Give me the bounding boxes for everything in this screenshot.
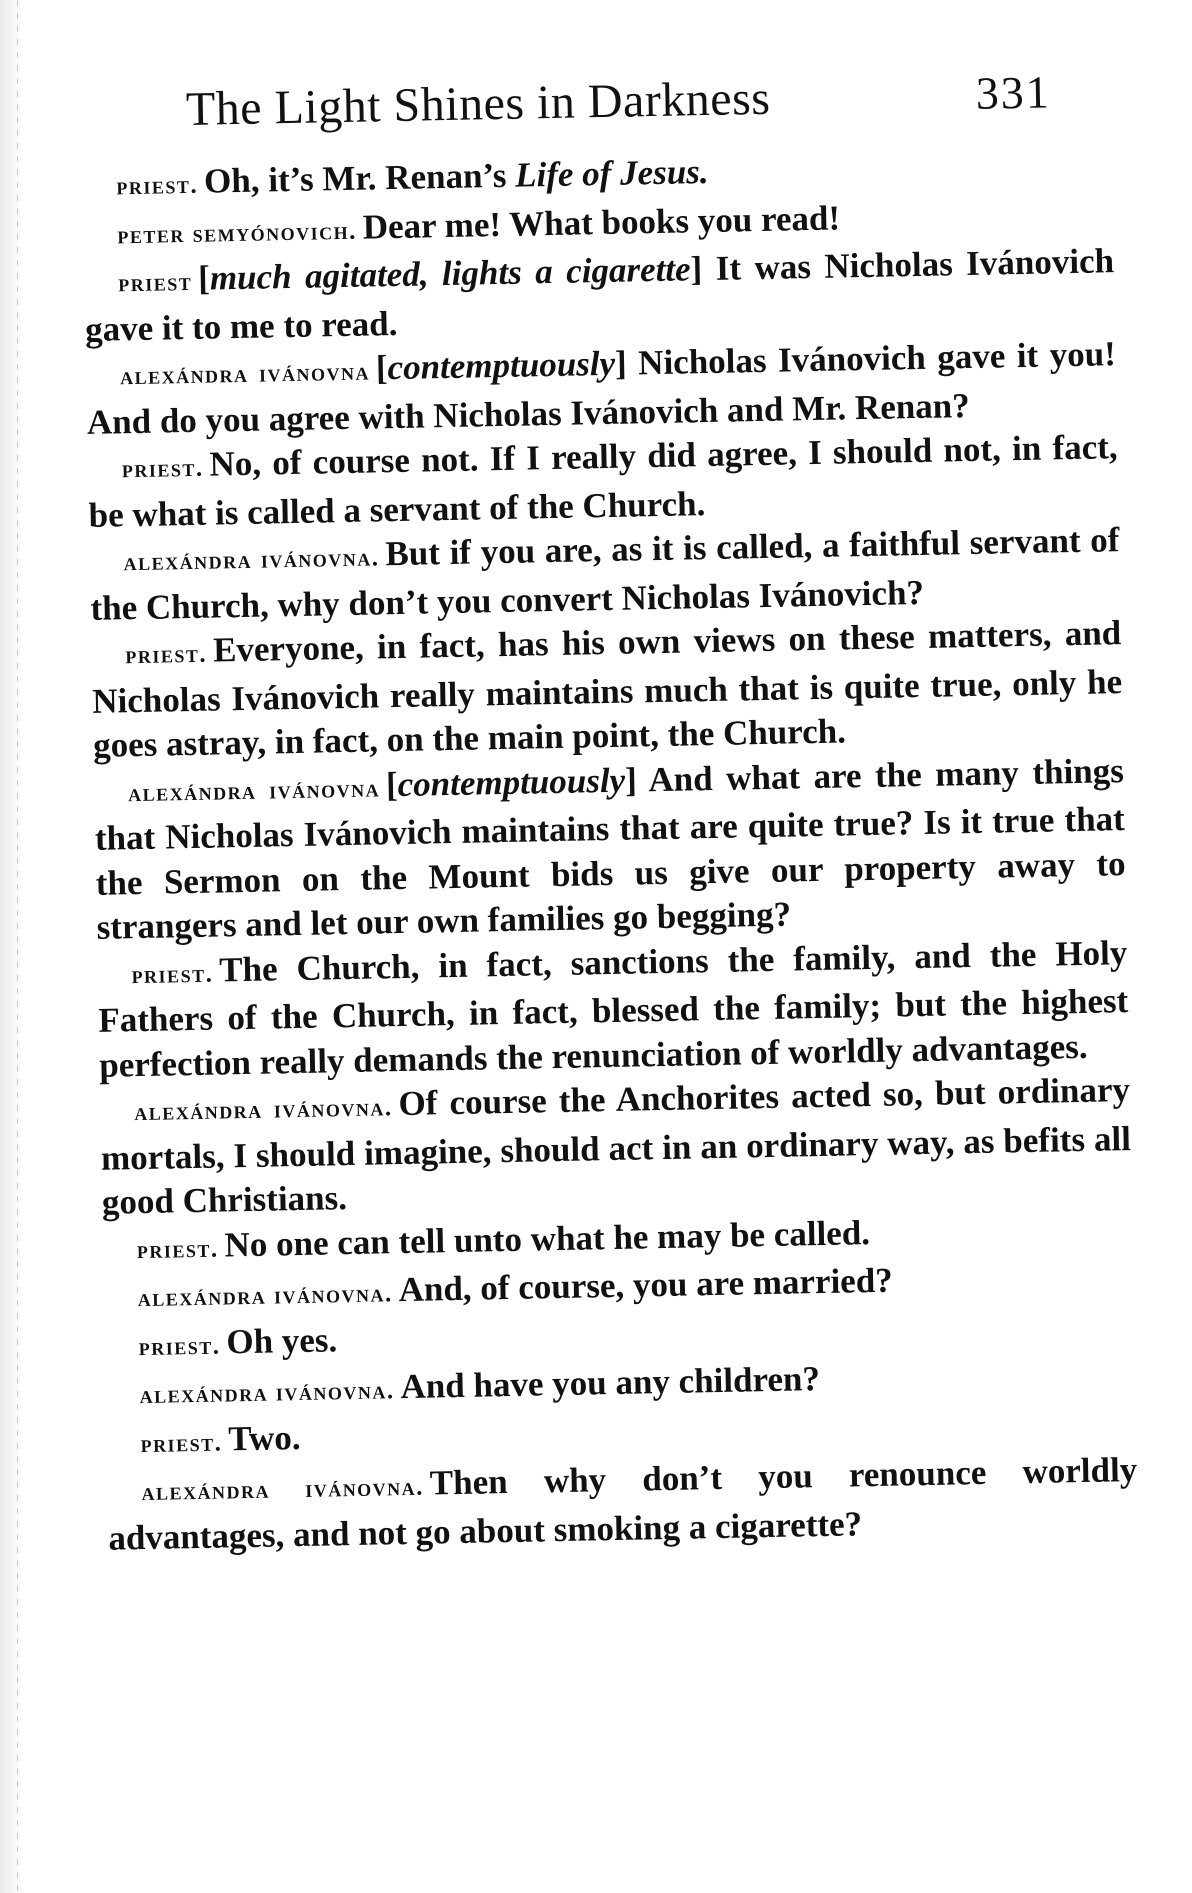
speaker-name: priest. [136, 1235, 219, 1264]
speaker-name: alexándra ivánovna [127, 774, 381, 807]
bracket-close: ] [690, 249, 703, 289]
speech-text: Two. [227, 1417, 301, 1458]
running-header [80, 42, 1112, 162]
stage-direction: contemptuously [397, 760, 626, 804]
bracket-open: [ [375, 348, 388, 388]
header-title: The Light Shines in Darkness [185, 71, 771, 136]
speech-text: And, of course, you are married? [398, 1260, 894, 1310]
italic-title: Life of Jesus. [514, 151, 709, 195]
dialogue-paragraph [94, 749, 1127, 951]
bracket-close: ] [614, 343, 628, 383]
dialogue-paragraph [91, 611, 1123, 768]
speech-text: But if you are, as it is called, a faithful servant of the Church, why don’t you convert Nicholas Ivánovich? [90, 520, 1120, 628]
book-page [80, 42, 1139, 1560]
bracket-close: ] [624, 759, 638, 800]
bracket-open: [ [385, 764, 399, 804]
page-edge [0, 0, 22, 1893]
speaker-name: peter semyónovich. [117, 217, 358, 249]
page-number: 331 [975, 66, 1052, 119]
speech-text: Oh yes. [225, 1319, 338, 1361]
speech-text: Everyone, in fact, has his own views on these matters, and Nicholas Ivánovich really maintains much that is quite true, only he goes astray, in fact, on the main point, the Church. [91, 613, 1123, 765]
speaker-name: priest. [138, 1332, 221, 1361]
speech-text: No one can tell unto what he may be called. [224, 1212, 871, 1264]
dialogue-text [82, 142, 1139, 1561]
stage-direction: much agitated, lights a cigarette [209, 249, 691, 298]
speech-text: And have you any children? [400, 1359, 821, 1407]
speech-text: Dear me! What books you read! [362, 197, 841, 247]
speech-text: No, of course not. If I really did agree, I should not, in fact, be what is called a servant of the Church. [88, 427, 1118, 535]
dialogue-paragraph [100, 1068, 1132, 1225]
speech-text: Oh, it’s Mr. Renan’s [203, 155, 516, 201]
speech-text: And what are the many things that Nicholas Ivánovich maintains that are quite true? Is it true that the Sermon on the Mount bids us give our property away to strangers and let our own families go begging? [94, 750, 1126, 947]
speaker-name: priest. [131, 960, 214, 989]
speaker-name: alexándra ivánovna. [139, 1377, 395, 1410]
speaker-name: priest. [140, 1429, 223, 1458]
speech-text: Then why don’t you renounce worldly advantages, and not go about smoking a cigarette? [107, 1449, 1138, 1558]
speech-text: Of course the Anchorites acted so, but ordinary mortals, I should imagine, should act in an ordinary way, as befits all good Christians. [100, 1070, 1132, 1222]
speaker-name: alexándra ivánovna. [133, 1094, 393, 1127]
speech-text: Nicholas Ivánovich gave it you! And do you agree with Nicholas Ivánovich and Mr. Renan? [86, 334, 1117, 442]
speaker-name: priest. [116, 171, 199, 201]
speaker-name: priest [118, 268, 193, 298]
stage-direction: contemptuously [387, 343, 616, 388]
speech-text: It was Nicholas Ivánovich gave it to me to read. [84, 241, 1115, 349]
speaker-name: alexándra ivánovna. [141, 1473, 425, 1507]
dialogue-paragraph [97, 931, 1129, 1088]
bracket-open: [ [197, 258, 211, 298]
dialogue-paragraph [107, 1448, 1139, 1561]
speaker-name: alexándra ivánovna. [137, 1280, 393, 1313]
speaker-name: alexándra ivánovna [119, 358, 371, 391]
speech-text: The Church, in fact, sanctions the family, and the Holy Fathers of the Church, in fact, blessed the family; but the highest perfection really demands the renunciation of worldly advantages. [98, 932, 1129, 1085]
speaker-name: alexándra ivánovna. [123, 544, 380, 577]
speaker-name: priest. [121, 454, 204, 484]
speaker-name: priest. [125, 640, 208, 670]
